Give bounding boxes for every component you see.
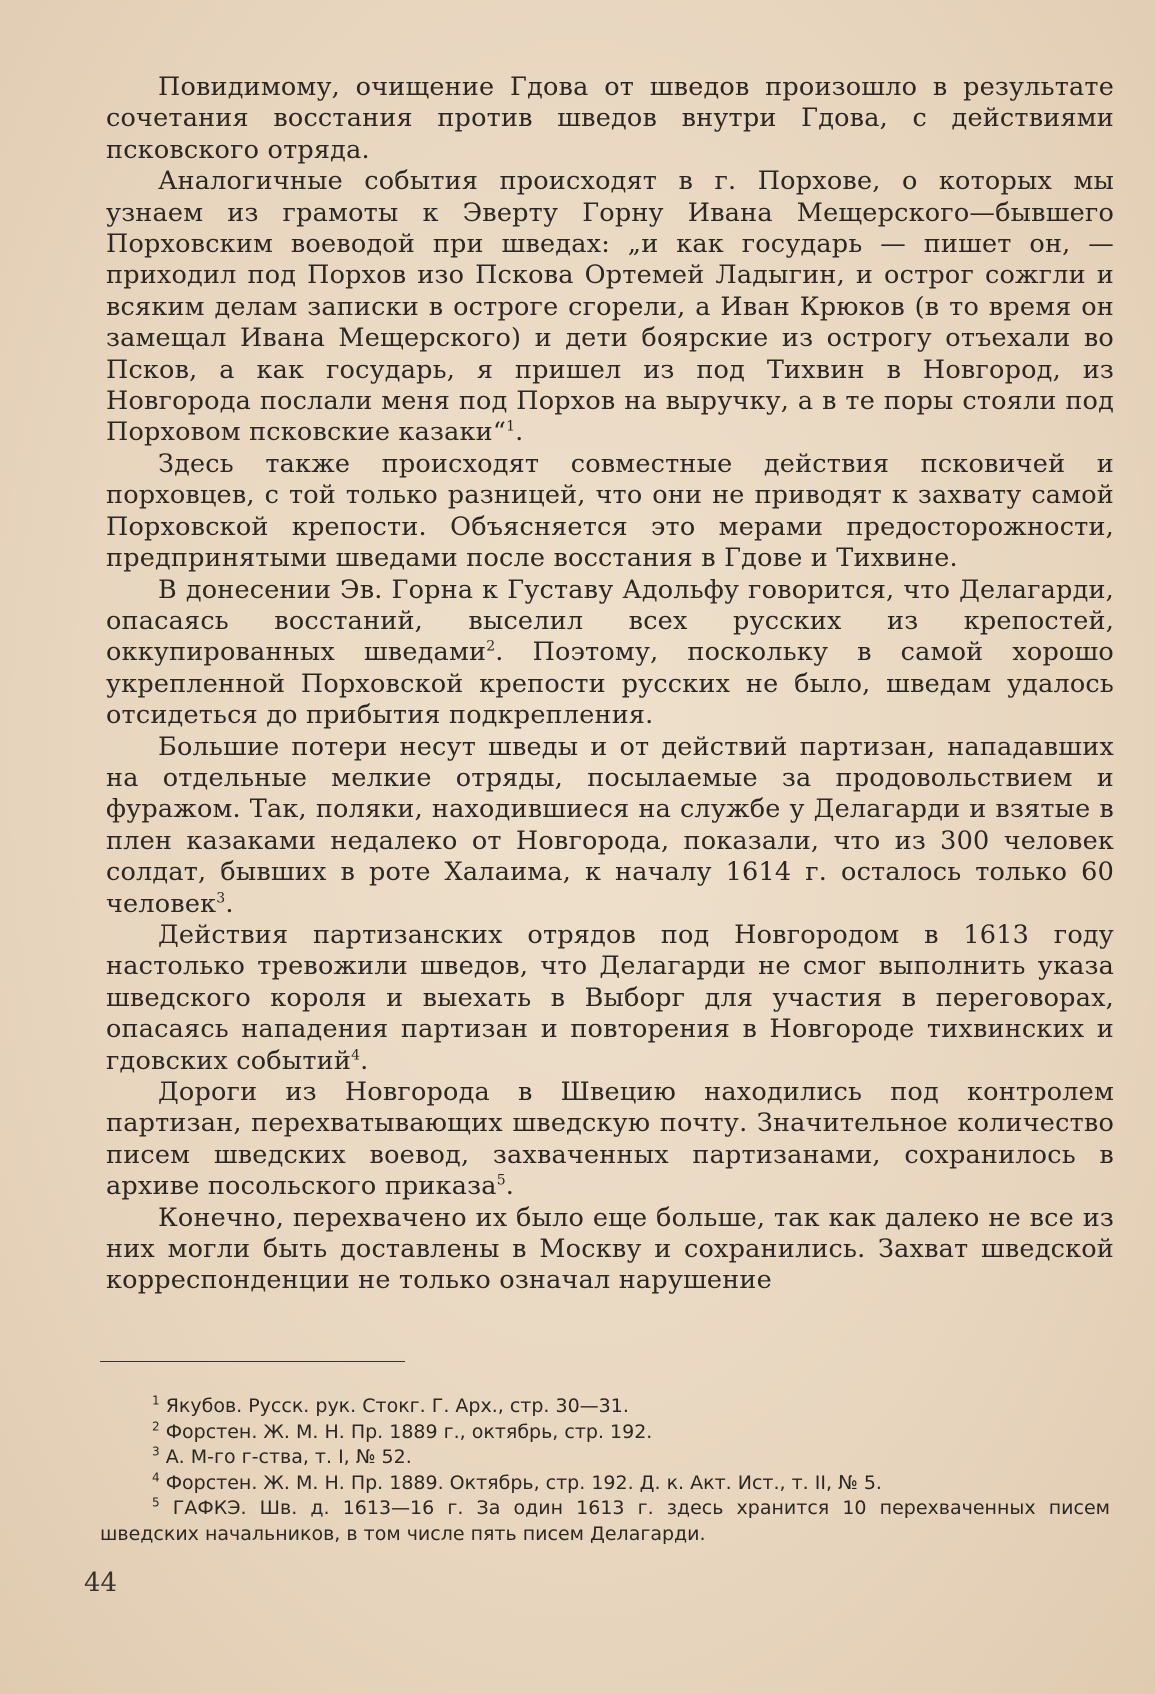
footnote-number: 4 <box>152 1470 160 1485</box>
paragraph-1: Повидимому, очищение Гдова от шведов произошло в результате сочетания восстания против шведов внутри Гдова, с действиями псковского отряда. <box>106 72 1114 165</box>
page-number: 44 <box>84 1568 118 1598</box>
paragraph-2: Аналогичные события происходят в г. Порхове, о которых мы узнаем из грамоты к Эверту Горну Ивана Мещерского—бывшего Порховским воеводой при шведах: „и как государь — пишет он, — приходил под Порхов изо Пскова Ортемей Ладыгин, и острог сожгли и всяким делам записки в остроге сгорели, а Иван Крюков (в то время он замещал Ивана Мещерского) и дети боярские из острогу отъехали во Псков, а как государь, я пришел из под Тихвин в Новгород, из Новгорода послали меня под Порхов на выручку, а в те поры стояли под Порховом псковские казаки“$^1$. <box>106 166 1114 448</box>
footnote-3: $^3$ А. М-го г-ства, т. I, № 52. <box>152 1444 412 1468</box>
footnote-ref-1[interactable]: 1 <box>506 418 516 435</box>
footnote-number: 1 <box>152 1393 160 1408</box>
footnote-number: 3 <box>152 1444 160 1459</box>
footnote-4: $^4$ Форстен. Ж. М. Н. Пр. 1889. Октябрь, стр. 192. Д. к. Акт. Ист., т. II, № 5. <box>152 1470 882 1494</box>
footnote-number: 5 <box>152 1495 160 1510</box>
footnote-5: $^5$ ГАФКЭ. Шв. д. 1613—16 г. За один 1613 г. здесь хранится 10 перехваченных писем шведских начальников, в том числе пять писем Делагарди. <box>100 1495 1111 1545</box>
footnote-ref-4[interactable]: 4 <box>351 1047 361 1064</box>
footnote-divider <box>100 1361 405 1362</box>
footnote-2: $^2$ Форстен. Ж. М. Н. Пр. 1889 г., октябрь, стр. 192. <box>152 1419 653 1443</box>
paragraph-4: В донесении Эв. Горна к Густаву Адольфу говорится, что Делагарди, опасаясь восстаний, выселил всех русских из крепостей, оккупированных шведами$^2$. Поэтому, поскольку в самой хорошо укрепленной Порховской крепости русских не было, шведам удалось отсидеться до прибытия подкрепления. <box>106 574 1114 731</box>
footnote-number: 2 <box>152 1419 160 1434</box>
footnote-ref-5[interactable]: 5 <box>496 1172 506 1189</box>
body-text <box>106 72 1114 1297</box>
footnotes <box>100 1394 1110 1547</box>
footnote-1: $^1$ Якубов. Русск. рук. Стокг. Г. Арх., стр. 30—31. <box>152 1393 629 1417</box>
footnote-ref-3[interactable]: 3 <box>216 890 226 907</box>
paragraph-6: Действия партизанских отрядов под Новгородом в 1613 году настолько тревожили шведов, что Делагарди не смог выполнить указа шведского короля и выехать в Выборг для участия в переговорах, опасаясь нападения партизан и повторения в Новгороде тихвинских и гдовских событий$^4$. <box>106 919 1114 1076</box>
paragraph-5: Большие потери несут шведы и от действий партизан, нападавших на отдельные мелкие отряды, посылаемые за продовольствием и фуражом. Так, поляки, находившиеся на службе у Делагарди и взятые в плен казаками недалеко от Новгорода, показали, что из 300 человек солдат, бывших в роте Халаима, к началу 1614 г. осталось только 60 человек$^3$. <box>106 731 1114 919</box>
paragraph-8: Конечно, перехвачено их было еще больше, так как далеко не все из них могли быть доставлены в Москву и сохранились. Захват шведской корреспонденции не только означал нарушение <box>106 1202 1114 1296</box>
paragraph-7: Дороги из Новгорода в Швецию находились под контролем партизан, перехватывающих шведскую почту. Значительное количество писем шведских воевод, захваченных партизанами, сохранилось в архиве посольского приказа$^5$. <box>106 1077 1114 1202</box>
footnote-ref-2[interactable]: 2 <box>486 638 496 655</box>
paragraph-3: Здесь также происходят совместные действия псковичей и порховцев, с той только разницей, что они не приводят к захвату самой Порховской крепости. Объясняется это мерами предосторожности, предпринятыми шведами после восстания в Гдове и Тихвине. <box>106 448 1114 574</box>
